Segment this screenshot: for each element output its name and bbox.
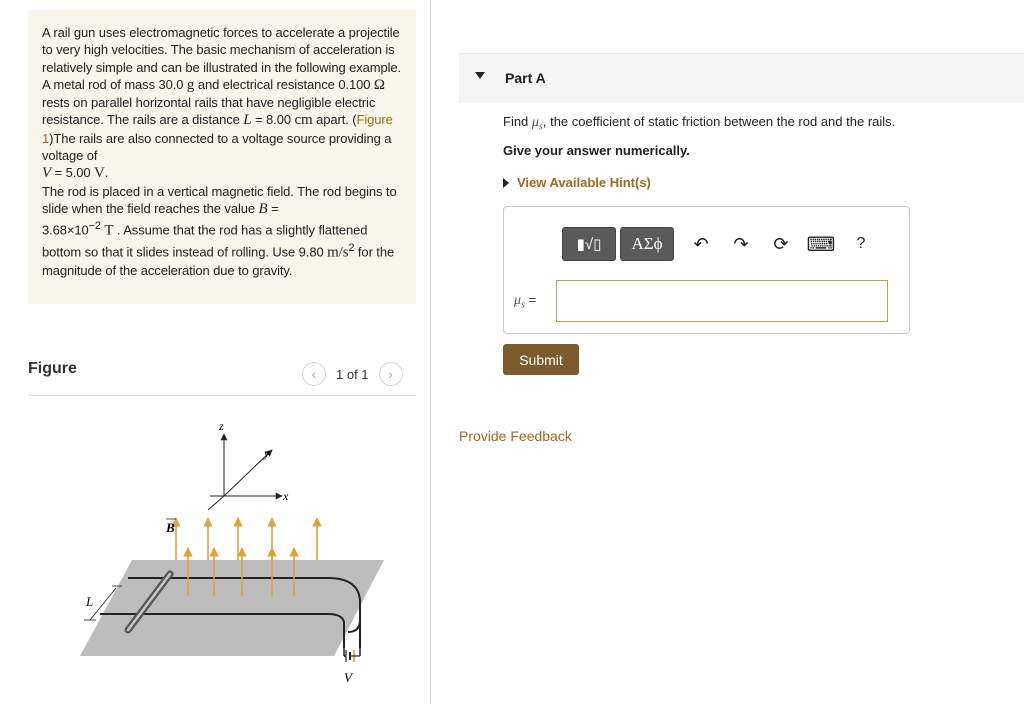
reset-button[interactable] [764,227,798,261]
column-divider [430,0,431,704]
templates-icon: ▮√▯ [576,236,602,253]
x-axis-label: x [283,489,289,503]
voltage-label: V [344,670,352,685]
coordinate-axes [208,434,282,510]
figure-page-indicator: 1 of 1 [336,366,369,382]
caret-right-icon [503,178,509,188]
keyboard-icon: ⌨ [806,233,836,256]
rail-gun-figure [28,400,416,700]
answer-instruction: Give your answer numerically. [503,143,690,158]
provide-feedback-link[interactable]: Provide Feedback [459,428,572,444]
figure-link[interactable]: Figure 1 [42,112,393,146]
b-field-label: B [166,520,175,535]
figure-next-button[interactable] [379,362,403,386]
keyboard-button[interactable] [804,227,838,261]
question-text: Find $\mu_s$, the coefficient of static friction between the rod and the rails. [503,114,896,133]
battery-icon [344,648,360,662]
chevron-left-icon: ‹ [311,366,317,382]
submit-button[interactable]: Submit [503,344,579,375]
templates-button[interactable] [562,227,616,261]
caret-down-icon [475,72,485,79]
help-icon: ? [856,235,866,252]
view-hints-toggle[interactable] [503,175,651,190]
answer-box [503,206,910,334]
chevron-right-icon: › [388,366,393,382]
reset-icon: ⟳ [773,233,789,254]
y-axis-label: y [264,446,270,460]
math-toolbar [562,227,878,261]
problem-paragraph-2: The rod is placed in a vertical magnetic field. The rod begins to slide when the field reaches the value B = $3.68\times 10^{-2}$ T . Assume that the rod has a slightly flattened bottom so that it slides instead of rolling. Use 9.80 $m/s^2$ for the magnitude of the acceleration due to gravity. [42,183,397,278]
z-axis-label: z [219,419,224,433]
part-title: Part A [505,70,546,86]
answer-label: $\mu_s$ = [514,292,537,311]
mu-symbol: μ [531,115,539,130]
greek-symbols-label: ΑΣϕ [631,234,663,253]
redo-button[interactable] [724,227,758,261]
length-label: L [86,594,94,609]
hints-label: View Available Hint(s) [517,175,651,190]
undo-button[interactable] [684,227,718,261]
help-button[interactable] [844,227,878,261]
problem-text [42,24,408,279]
figure-prev-button[interactable] [302,362,326,386]
figure-divider [28,395,416,396]
problem-statement-box [28,10,416,304]
figure-title: Figure [28,360,77,377]
part-a-header[interactable] [459,53,1024,103]
answer-input[interactable] [556,280,888,322]
figure-pager [302,362,403,386]
horizontal-plane [80,560,384,656]
undo-icon: ↶ [693,233,709,254]
redo-icon: ↷ [733,233,749,254]
greek-symbols-button[interactable] [620,227,674,261]
problem-paragraph-1: A rail gun uses electromagnetic forces to accelerate a projectile to very high velocities. The basic mechanism of acceleration is relatively simple and can be illustrated in the following example. A metal rod of mass 30.0 g and electrical resistance 0.100 Ω rests on parallel horizontal rails that have negligible electric resistance. The rails are a distance L = 8.00 cm apart. (Figure 1)The rails are also connected to a voltage source providing a voltage of V = 5.00 V. [42,25,402,182]
